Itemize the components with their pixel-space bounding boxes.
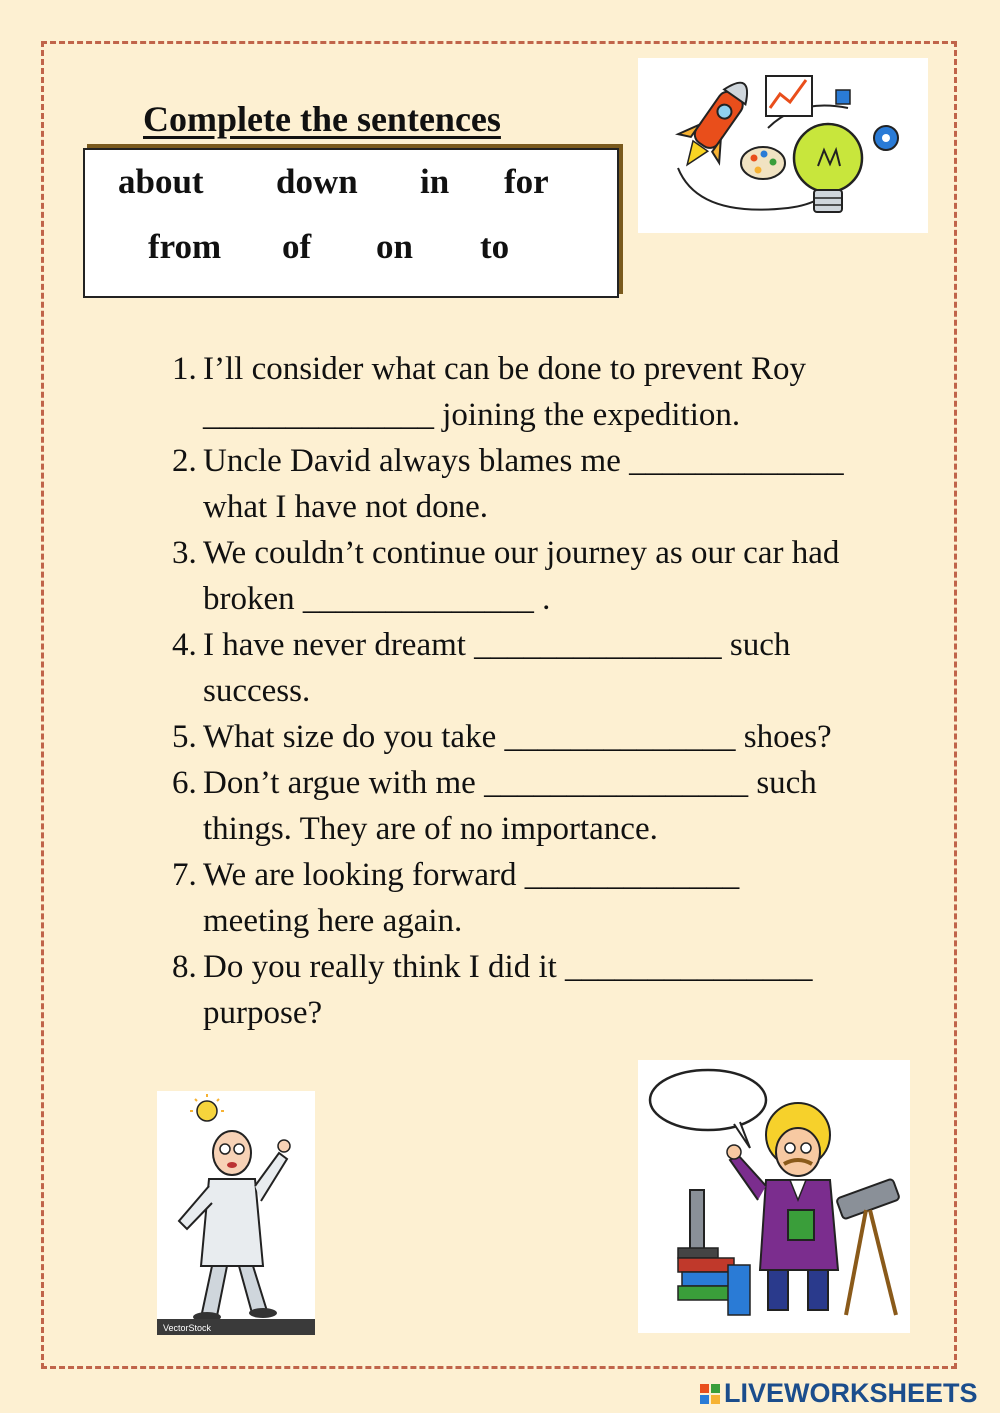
question-text: I have never dreamt _______________ such	[203, 627, 791, 663]
question-item	[172, 714, 932, 760]
word-bank-item: in	[420, 162, 450, 201]
question-item	[172, 852, 932, 944]
question-number: 5.	[172, 719, 197, 755]
liveworksheets-logo-icon	[700, 1384, 720, 1404]
word-bank-item: for	[504, 162, 549, 201]
question-text: What size do you take ______________ shoes?	[203, 719, 832, 755]
question-number: 8.	[172, 949, 197, 985]
question-text-continued: meeting here again.	[203, 903, 463, 939]
svg-text:VectorStock: VectorStock	[163, 1323, 212, 1333]
question-number: 6.	[172, 765, 197, 801]
question-text-continued: broken ______________ .	[203, 581, 551, 617]
word-bank-item: down	[276, 162, 358, 201]
question-item	[172, 622, 932, 714]
question-text: We are looking forward _____________	[203, 857, 740, 893]
question-text: Do you really think I did it _______________	[203, 949, 813, 985]
footer-logo-text: LIVEWORKSHEETS	[724, 1378, 978, 1408]
scientist-lightbulb-icon	[157, 1091, 315, 1335]
question-number: 1.	[172, 351, 197, 387]
word-bank	[83, 148, 619, 298]
question-text: I’ll consider what can be done to prevent Roy	[203, 351, 806, 387]
liveworksheets-logo	[700, 1378, 978, 1409]
question-text: Don’t argue with me ________________ such	[203, 765, 817, 801]
scientist-illustration	[157, 1091, 315, 1335]
question-number: 3.	[172, 535, 197, 571]
question-item	[172, 760, 932, 852]
question-text: We couldn’t continue our journey as our car had	[203, 535, 840, 571]
question-item	[172, 944, 932, 1036]
question-text-continued: purpose?	[203, 995, 323, 1031]
word-bank-item: from	[148, 227, 222, 266]
rocket-lightbulb-icon	[638, 58, 928, 233]
question-text-continued: what I have not done.	[203, 489, 488, 525]
professor-illustration	[638, 1060, 910, 1333]
professor-speech-bubble-icon	[638, 1060, 910, 1333]
question-number: 4.	[172, 627, 197, 663]
word-bank-item: about	[118, 162, 204, 201]
word-bank-item: on	[376, 227, 413, 266]
word-bank-item: of	[282, 227, 312, 266]
question-text-continued: success.	[203, 673, 311, 709]
word-bank-item: to	[480, 227, 510, 266]
page-title: Complete the sentences	[143, 99, 501, 139]
question-text-continued: ______________ joining the expedition.	[203, 397, 741, 433]
question-item	[172, 530, 932, 622]
science-ideas-illustration	[638, 58, 928, 233]
question-text-continued: things. They are of no importance.	[203, 811, 658, 847]
question-item	[172, 438, 932, 530]
question-number: 2.	[172, 443, 197, 479]
question-number: 7.	[172, 857, 197, 893]
questions-list	[172, 346, 932, 1036]
question-item	[172, 346, 932, 438]
question-text: Uncle David always blames me _____________	[203, 443, 844, 479]
